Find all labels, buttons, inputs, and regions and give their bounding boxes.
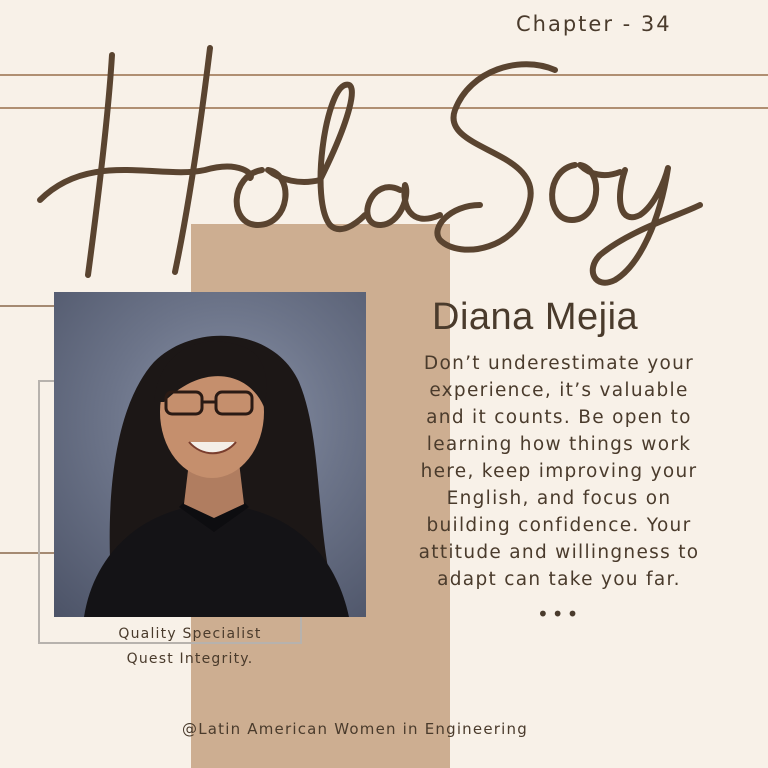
- quote-line: English, and focus on: [446, 488, 672, 509]
- footer-credit: @Latin American Women in Engineering: [182, 720, 528, 738]
- quote-text: [398, 350, 720, 593]
- quote-line: experience, it’s valuable: [429, 380, 689, 401]
- profile-photo: [54, 292, 366, 617]
- person-name: Diana Mejia: [432, 296, 639, 338]
- company-name: Quest Integrity.: [126, 651, 254, 667]
- hola-soy-title: [0, 0, 768, 300]
- chapter-label: Chapter - 34: [516, 12, 672, 36]
- quote-line: attitude and willingness to: [418, 542, 700, 563]
- quote-line: building confidence. Your: [426, 515, 692, 536]
- job-title: Quality Specialist: [118, 626, 262, 642]
- quote-line: learning how things work: [426, 434, 692, 455]
- more-dots-indicator: •••: [537, 602, 582, 626]
- left-accent-line-top: [0, 305, 55, 307]
- quote-line: and it counts. Be open to: [426, 407, 692, 428]
- quote-line: here, keep improving your: [420, 461, 698, 482]
- quote-line: adapt can take you far.: [437, 569, 681, 590]
- quote-line: Don’t underestimate your: [423, 353, 695, 374]
